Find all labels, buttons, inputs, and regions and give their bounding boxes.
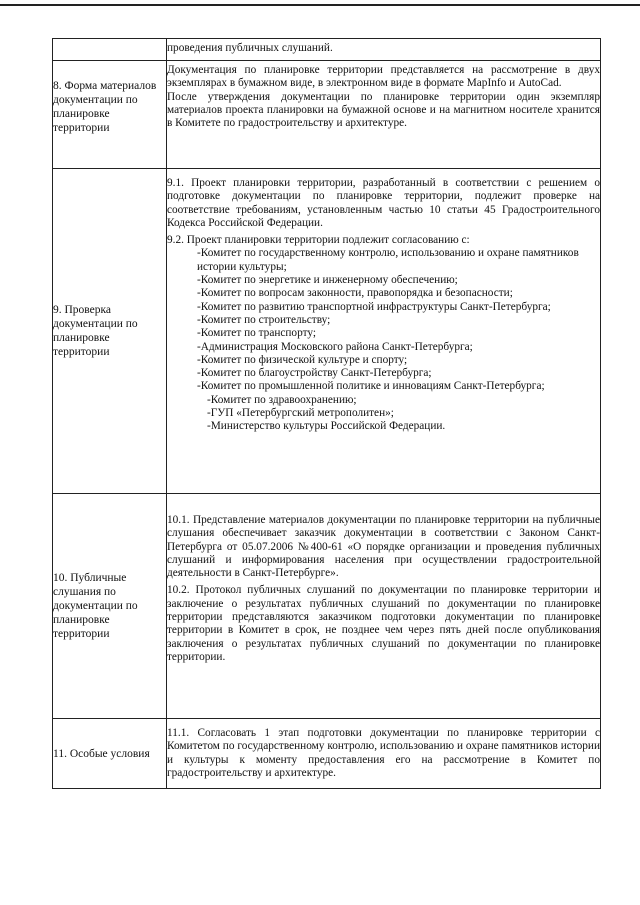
list-item: -Комитет по вопросам законности, правопорядка и безопасности;: [197, 287, 513, 300]
row-content: [167, 169, 601, 494]
paragraph: 9.1. Проект планировки территории, разработанный в соответствии с решением о подготовке документации по планировке территории, подлежит проверке на соответствие требованиям, установленным частью 10 статьи 45 Градостроительного Кодекса Российской Федерации.: [167, 177, 600, 229]
row-content: [167, 719, 601, 789]
table-row: [53, 169, 601, 494]
row-label: [53, 61, 167, 169]
list-item: -Комитет по благоустройству Санкт-Петербурга;: [197, 367, 432, 380]
row-label: [53, 169, 167, 494]
paragraph: 10.2. Протокол публичных слушаний по документации по планировке территории и заключение о результатах публичных слушаний по документации по планировке территории представляются заказчиком подготовки документации по планировке территории в Комитет в срок, не позднее чем через пять дней после опубликования заключения о результатах публичных слушаний по документации по планировке территории.: [167, 584, 600, 663]
list-item: -Комитет по физической культуре и спорту;: [197, 353, 408, 366]
specification-table: [52, 38, 601, 789]
row-label-empty: [53, 39, 167, 61]
list-item: -Комитет по энергетике и инженерному обеспечению;: [197, 274, 458, 287]
continuation-text: проведения публичных слушаний.: [167, 42, 333, 54]
table-row: [53, 61, 601, 169]
list-item: -Комитет по транспорту;: [197, 327, 317, 340]
list-item: -Комитет по промышленной политике и инновациям Санкт-Петербурга;: [197, 380, 545, 393]
paragraph: Документация по планировке территории представляется на рассмотрение в двух экземплярах в бумажном виде, в электронном виде в формате MapInfo и AutoCad.: [167, 64, 600, 90]
table-row: [53, 39, 601, 61]
label-special-conditions: 11. Особые условия: [53, 747, 150, 760]
row-content: [167, 494, 601, 719]
row-label: [53, 494, 167, 719]
row-content: [167, 61, 601, 169]
list-item: -Комитет по строительству;: [197, 313, 331, 326]
row-content: [167, 39, 601, 61]
list-item: -Комитет по государственному контролю, использованию и охране памятников истории культуры;: [197, 247, 579, 273]
list-item: -Министерство культуры Российской Федерации.: [207, 420, 446, 433]
list-item: -Комитет по развитию транспортной инфраструктуры Санкт-Петербурга;: [197, 300, 551, 313]
list-item: -ГУП «Петербургский метрополитен»;: [207, 407, 394, 420]
label-documentation-check: 9. Проверка документации по планировке территории: [53, 304, 138, 358]
paragraph: 10.1. Представление материалов документации по планировке территории на публичные слушания обеспечивает заказчик документации в соответствии с Законом Санкт-Петербурга от 05.07.2006 №400-61 «О порядке организации и проведения публичных слушаний и информирования населения при осуществлении градостроительной деятельности в Санкт-Петербурге».: [167, 514, 600, 580]
paragraph: 9.2. Проект планировки территории подлежит согласованию с:: [167, 234, 470, 247]
page-top-rule: [0, 4, 640, 6]
list-item: -Комитет по здравоохранению;: [207, 393, 357, 406]
list-item: -Администрация Московского района Санкт-Петербурга;: [197, 340, 473, 353]
paragraph: После утверждения документации по планировке территории один экземпляр материалов проекта планировки на бумажной основе и на магнитном носителе хранится в Комитете по градостроительству и архитектуре.: [167, 90, 600, 130]
label-public-hearings: 10. Публичные слушания по документации по планировке территории: [53, 572, 138, 640]
table-row: [53, 719, 601, 789]
label-materials-form: 8. Форма материалов документации по планировке территории: [53, 80, 157, 134]
row-label: [53, 719, 167, 789]
paragraph: 11.1. Согласовать 1 этап подготовки документации по планировке территории с Комитетом по государственному контролю, использованию и охране памятников истории и культуры к моменту предоставления его на рассмотрение в Комитет по градостроительству и архитектуре.: [167, 727, 600, 779]
table-row: [53, 494, 601, 719]
